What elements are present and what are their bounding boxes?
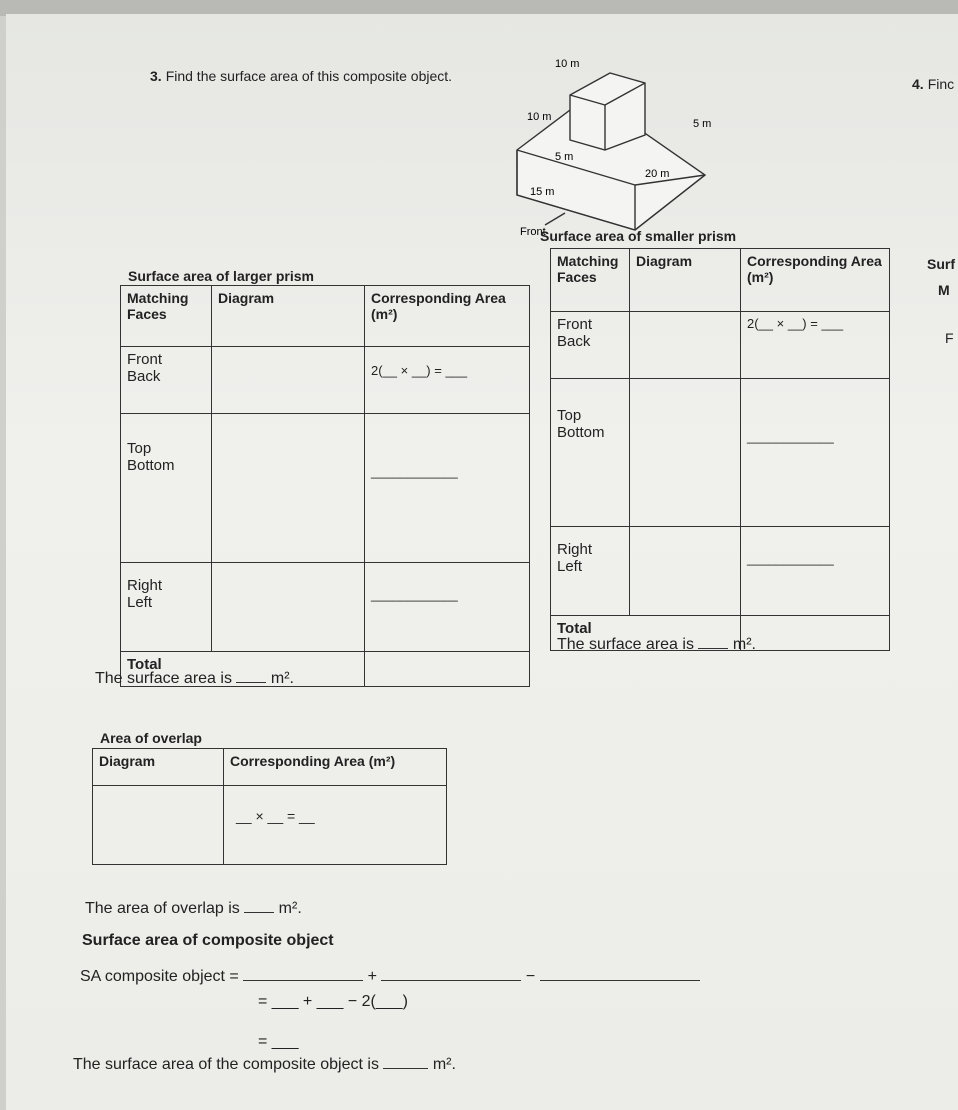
table-header-row [93,749,447,786]
total-cell[interactable] [741,616,890,651]
label-width-small: 5 m [693,118,712,130]
diagram-cell[interactable] [212,563,365,652]
table-row [121,414,530,563]
total-label: Total [121,652,365,687]
composite-object-figure [505,55,735,245]
unit-text: m². [432,1056,456,1073]
question-text: Find the surface area of this composite object. [165,68,453,84]
face-label: Bottom [127,457,175,474]
area-cell[interactable]: ____________ [365,414,530,563]
next-question-title: Surf [927,256,955,272]
table-header-row [551,249,890,312]
next-question-face: F [945,330,954,346]
answer-blank[interactable] [244,912,274,913]
diagram-cell[interactable] [212,347,365,414]
table-row [551,527,890,616]
area-cell[interactable]: ____________ [741,379,890,527]
question-number: 4. [912,76,924,92]
answer-blank[interactable] [243,980,363,981]
header-area: Corresponding Area (m²) [741,249,890,312]
equation-label: SA composite object = [80,968,239,985]
unit-text: m². [732,636,756,653]
label-length-large: 15 m [530,186,555,198]
diagram-cell[interactable] [630,379,741,527]
answer-blank[interactable] [698,648,728,649]
answer-blank[interactable] [540,980,700,981]
overlap-sentence [85,900,302,918]
sentence-text: The area of overlap is [85,900,240,917]
table-row [93,786,447,865]
answer-blank[interactable] [383,1068,428,1069]
composite-title: Surface area of composite object [82,932,334,949]
unit-text: m². [270,670,294,687]
label-height: 10 m [527,111,552,123]
diagram-cell[interactable] [630,312,741,379]
header-area: Corresponding Area (m²) [224,749,447,786]
header-diagram: Diagram [93,749,224,786]
header-diagram: Diagram [630,249,741,312]
composite-equation-line3[interactable]: = ___ [258,1033,299,1050]
table-header-row [121,286,530,347]
diagram-cell[interactable] [212,414,365,563]
label-depth: 5 m [555,151,574,163]
table-row [551,312,890,379]
face-label: Front [557,316,593,333]
total-cell[interactable] [365,652,530,687]
table-row [121,563,530,652]
sentence-text: The surface area is [557,636,694,653]
area-cell[interactable]: 2(__ × __) = ___ [741,312,890,379]
plus-sign: + [367,968,378,985]
header-diagram: Diagram [212,286,365,347]
area-cell[interactable]: ____________ [741,527,890,616]
overlap-table [92,748,447,865]
face-label: Back [127,368,161,385]
label-top: 10 m [555,58,580,70]
larger-prism-table [120,285,530,687]
unit-text: m². [278,900,302,917]
face-label: Back [557,333,591,350]
answer-blank[interactable] [236,682,266,683]
composite-equation-line1 [80,968,700,986]
larger-prism-title: Surface area of larger prism [128,268,314,284]
overlap-title: Area of overlap [100,730,202,746]
smaller-surface-area-sentence [557,636,756,654]
smaller-prism-title: Surface area of smaller prism [540,228,737,244]
question-3 [150,68,452,84]
question-4 [912,76,954,92]
label-width-large: 20 m [645,168,670,180]
face-label: Left [557,558,583,575]
larger-surface-area-sentence [95,670,294,688]
face-label: Top [127,440,152,457]
face-label: Right [557,541,593,558]
prism-diagram [505,55,735,245]
diagram-cell[interactable] [630,527,741,616]
face-label: Bottom [557,424,605,441]
total-label: Total [551,616,741,651]
composite-equation-line2[interactable]: = ___ + ___ − 2(___) [258,993,408,1010]
smaller-prism-table [550,248,890,651]
area-cell[interactable]: ____________ [365,563,530,652]
sentence-text: The surface area is [95,670,232,687]
composite-final-sentence [73,1056,456,1074]
label-front: Front [520,226,546,238]
next-question-header: M [938,282,950,298]
minus-sign: − [525,968,536,985]
face-label: Right [127,577,163,594]
diagram-cell[interactable] [93,786,224,865]
question-number: 3. [150,68,162,84]
table-row [551,379,890,527]
face-label: Left [127,594,153,611]
question-text: Finc [927,76,955,92]
face-label: Top [557,407,582,424]
area-cell[interactable]: 2(__ × __) = ___ [365,347,530,414]
face-label: Front [127,351,163,368]
header-area: Corresponding Area (m²) [365,286,530,347]
table-row [121,347,530,414]
sentence-text: The surface area of the composite object is [73,1056,379,1073]
header-matching-faces: Matching Faces [551,249,630,312]
answer-blank[interactable] [381,980,521,981]
header-matching-faces: Matching Faces [121,286,212,347]
area-cell[interactable]: __ × __ = __ [224,786,447,865]
